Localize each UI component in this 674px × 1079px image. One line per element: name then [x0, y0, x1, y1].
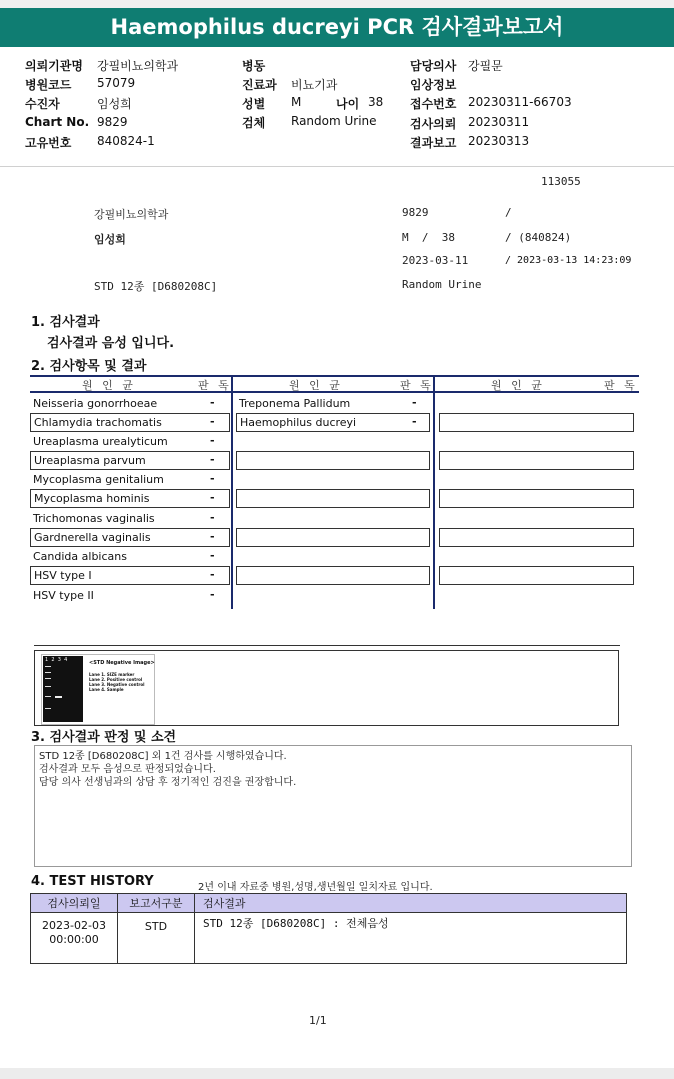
gel-caption-lanes [89, 672, 145, 692]
pathogen-name: HSV type I [34, 569, 92, 582]
patient-label: 수진자 [25, 97, 60, 111]
label-slash: / [505, 206, 512, 219]
label-patient: 임성희 [94, 233, 126, 246]
col2-pathogen-header: 원 인 균 [289, 379, 343, 392]
footer-strip [0, 1068, 674, 1079]
pathogen-result: - [210, 453, 215, 466]
col1-row [30, 451, 230, 470]
col2-empty-row [236, 528, 430, 547]
chart-no-value: 9829 [97, 115, 128, 129]
gel-image [41, 654, 155, 725]
col3-pathogen-header: 원 인 균 [491, 379, 545, 392]
label-collect-date: 2023-03-11 [402, 254, 469, 267]
col2-result-header: 판 독 [400, 379, 434, 392]
pathogen-result: - [210, 549, 215, 562]
pathogen-result: - [210, 396, 215, 409]
col1-pathogen-header: 원 인 균 [82, 379, 136, 392]
pathogen-result: - [412, 396, 417, 409]
pathogen-name: Treponema Pallidum [239, 397, 351, 410]
unique-no-label: 고유번호 [25, 136, 72, 150]
unique-no-value: 840824-1 [97, 134, 155, 148]
gel-lane-label: Lane 2. Positive control [89, 677, 143, 682]
top-strip [0, 0, 674, 8]
history-header-row [31, 894, 627, 913]
hospital-code-value: 57079 [97, 76, 136, 90]
col3-empty-row [439, 451, 634, 470]
label-sex-age: M / 38 [402, 231, 455, 244]
pathogen-name: Trichomonas vaginalis [33, 512, 155, 525]
pathogen-result: - [210, 511, 215, 524]
gel-band [45, 666, 51, 667]
label-chart: 9829 [402, 206, 429, 219]
pathogen-name: Gardnerella vaginalis [34, 531, 151, 544]
gel-lane-label: Lane 3. Negative control [89, 682, 145, 687]
doctor-label: 담당의사 [410, 59, 457, 73]
sex-label: 성별 [242, 97, 266, 111]
gel-band [45, 696, 51, 697]
pathogen-name: Mycoplasma hominis [34, 492, 150, 505]
pathogen-result: - [210, 491, 215, 504]
institution-value: 강필비뇨의학과 [97, 59, 179, 73]
pathogen-name: Mycoplasma genitalium [33, 473, 164, 486]
history-row [31, 913, 627, 964]
department-label: 진료과 [242, 78, 277, 92]
report-title: Haemophilus ducreyi PCR 검사결과보고서 [0, 8, 674, 47]
opinion-line: STD 12종 [D680208C] 외 1건 검사를 시행하였습니다. [39, 751, 287, 762]
pathogen-result: - [412, 415, 417, 428]
history-col-result: 검사결과 [195, 894, 627, 913]
pathogen-result: - [210, 568, 215, 581]
history-note: 2년 이내 자료중 병원,성명,생년월일 일치자료 입니다. [198, 882, 433, 893]
specimen-value: Random Urine [291, 114, 377, 128]
pathogen-name: Haemophilus ducreyi [240, 416, 357, 429]
col1-result-header: 판 독 [198, 379, 232, 392]
doctor-value: 강필문 [468, 59, 503, 73]
pathogen-result: - [210, 588, 215, 601]
hospital-code-label: 병원코드 [25, 78, 72, 92]
label-institution: 강필비뇨의학과 [94, 208, 169, 221]
report-date-value: 20230313 [468, 134, 530, 148]
pathogen-result: - [210, 530, 215, 543]
request-date-value: 20230311 [468, 115, 530, 129]
col2-empty-row [236, 566, 430, 585]
pathogen-name: HSV type II [33, 589, 94, 602]
specimen-label: 검체 [242, 116, 266, 130]
pathogen-name: Ureaplasma parvum [34, 454, 146, 467]
pathogen-result: - [210, 434, 215, 447]
gel-band [45, 672, 51, 673]
col3-empty-row [439, 489, 634, 508]
col1-row [30, 566, 230, 585]
opinion-line: 담당 의사 선생님과의 상담 후 정기적인 검진을 권장합니다. [39, 777, 297, 788]
section3-heading: 3. 검사결과 판정 및 소견 [31, 730, 177, 745]
age-label: 나이 [336, 97, 360, 111]
pathogen-result: - [210, 415, 215, 428]
col1-row [30, 413, 230, 432]
pathogen-name: Ureaplasma urealyticum [33, 435, 168, 448]
age-value: 38 [368, 95, 384, 109]
col1-row [30, 528, 230, 547]
gel-lane-numbers: 1 2 3 4 [45, 657, 68, 663]
sex-value: M [291, 95, 302, 109]
gel-lanes [43, 656, 83, 722]
gel-band [45, 708, 51, 709]
pathogen-name: Chlamydia trachomatis [34, 416, 162, 429]
gel-lane-label: Lane 4. Sample [89, 687, 124, 692]
col2-empty-row [236, 489, 430, 508]
request-date-label: 검사의뢰 [410, 117, 457, 131]
gel-band [45, 678, 51, 679]
history-type: STD [118, 913, 195, 964]
institution-label: 의뢰기관명 [25, 59, 83, 73]
pathogen-result: - [210, 472, 215, 485]
page-number: 1/1 [309, 1014, 327, 1027]
label-birth: / (840824) [505, 231, 572, 244]
col2-row [236, 413, 430, 432]
opinion-box [34, 745, 632, 867]
section2-heading: 2. 검사항목 및 결과 [31, 359, 147, 374]
grid-divider-2 [433, 375, 435, 609]
grid-divider-1 [231, 375, 233, 609]
header-separator [0, 166, 674, 167]
label-code: 113055 [541, 175, 581, 188]
col3-empty-row [439, 566, 634, 585]
history-col-type: 보고서구분 [118, 894, 195, 913]
patient-value: 임성희 [97, 97, 132, 111]
gel-top-line [34, 645, 620, 646]
history-result: STD 12종 [D680208C] : 전체음성 [195, 913, 627, 964]
ward-label: 병동 [242, 59, 266, 73]
col3-result-header: 판 독 [604, 379, 638, 392]
history-date-cell [31, 913, 118, 964]
label-specimen: Random Urine [402, 278, 482, 291]
clinical-info-label: 임상정보 [410, 78, 457, 92]
section1-result: 검사결과 음성 입니다. [47, 336, 175, 351]
pathogen-name: Candida albicans [33, 550, 127, 563]
section1-heading: 1. 검사결과 [31, 315, 100, 330]
chart-no-label: Chart No. [25, 115, 90, 129]
col3-empty-row [439, 528, 634, 547]
history-table [30, 893, 627, 964]
history-date: 2023-02-03 [42, 919, 106, 932]
section4-heading: 4. TEST HISTORY [31, 874, 154, 889]
gel-lane-label: Lane 1. SIZE marker [89, 672, 135, 677]
col1-row [30, 489, 230, 508]
col3-empty-row [439, 413, 634, 432]
receipt-no-label: 접수번호 [410, 97, 457, 111]
history-col-date: 검사의뢰일 [31, 894, 118, 913]
history-time: 00:00:00 [49, 933, 99, 946]
department-value: 비뇨기과 [291, 78, 338, 92]
label-test-name: STD 12종 [D680208C] [94, 280, 218, 293]
opinion-text [39, 750, 296, 789]
report-date-label: 결과보고 [410, 136, 457, 150]
gel-band [45, 686, 51, 687]
receipt-no-value: 20230311-66703 [468, 95, 572, 109]
gel-positive-band [55, 696, 62, 698]
opinion-line: 검사결과 모두 음성으로 판정되었습니다. [39, 764, 216, 775]
pathogen-name: Neisseria gonorrhoeae [33, 397, 158, 410]
label-report-datetime: / 2023-03-13 14:23:09 [505, 255, 632, 266]
gel-caption-title: <STD Negative Image> [89, 660, 155, 666]
col2-empty-row [236, 451, 430, 470]
